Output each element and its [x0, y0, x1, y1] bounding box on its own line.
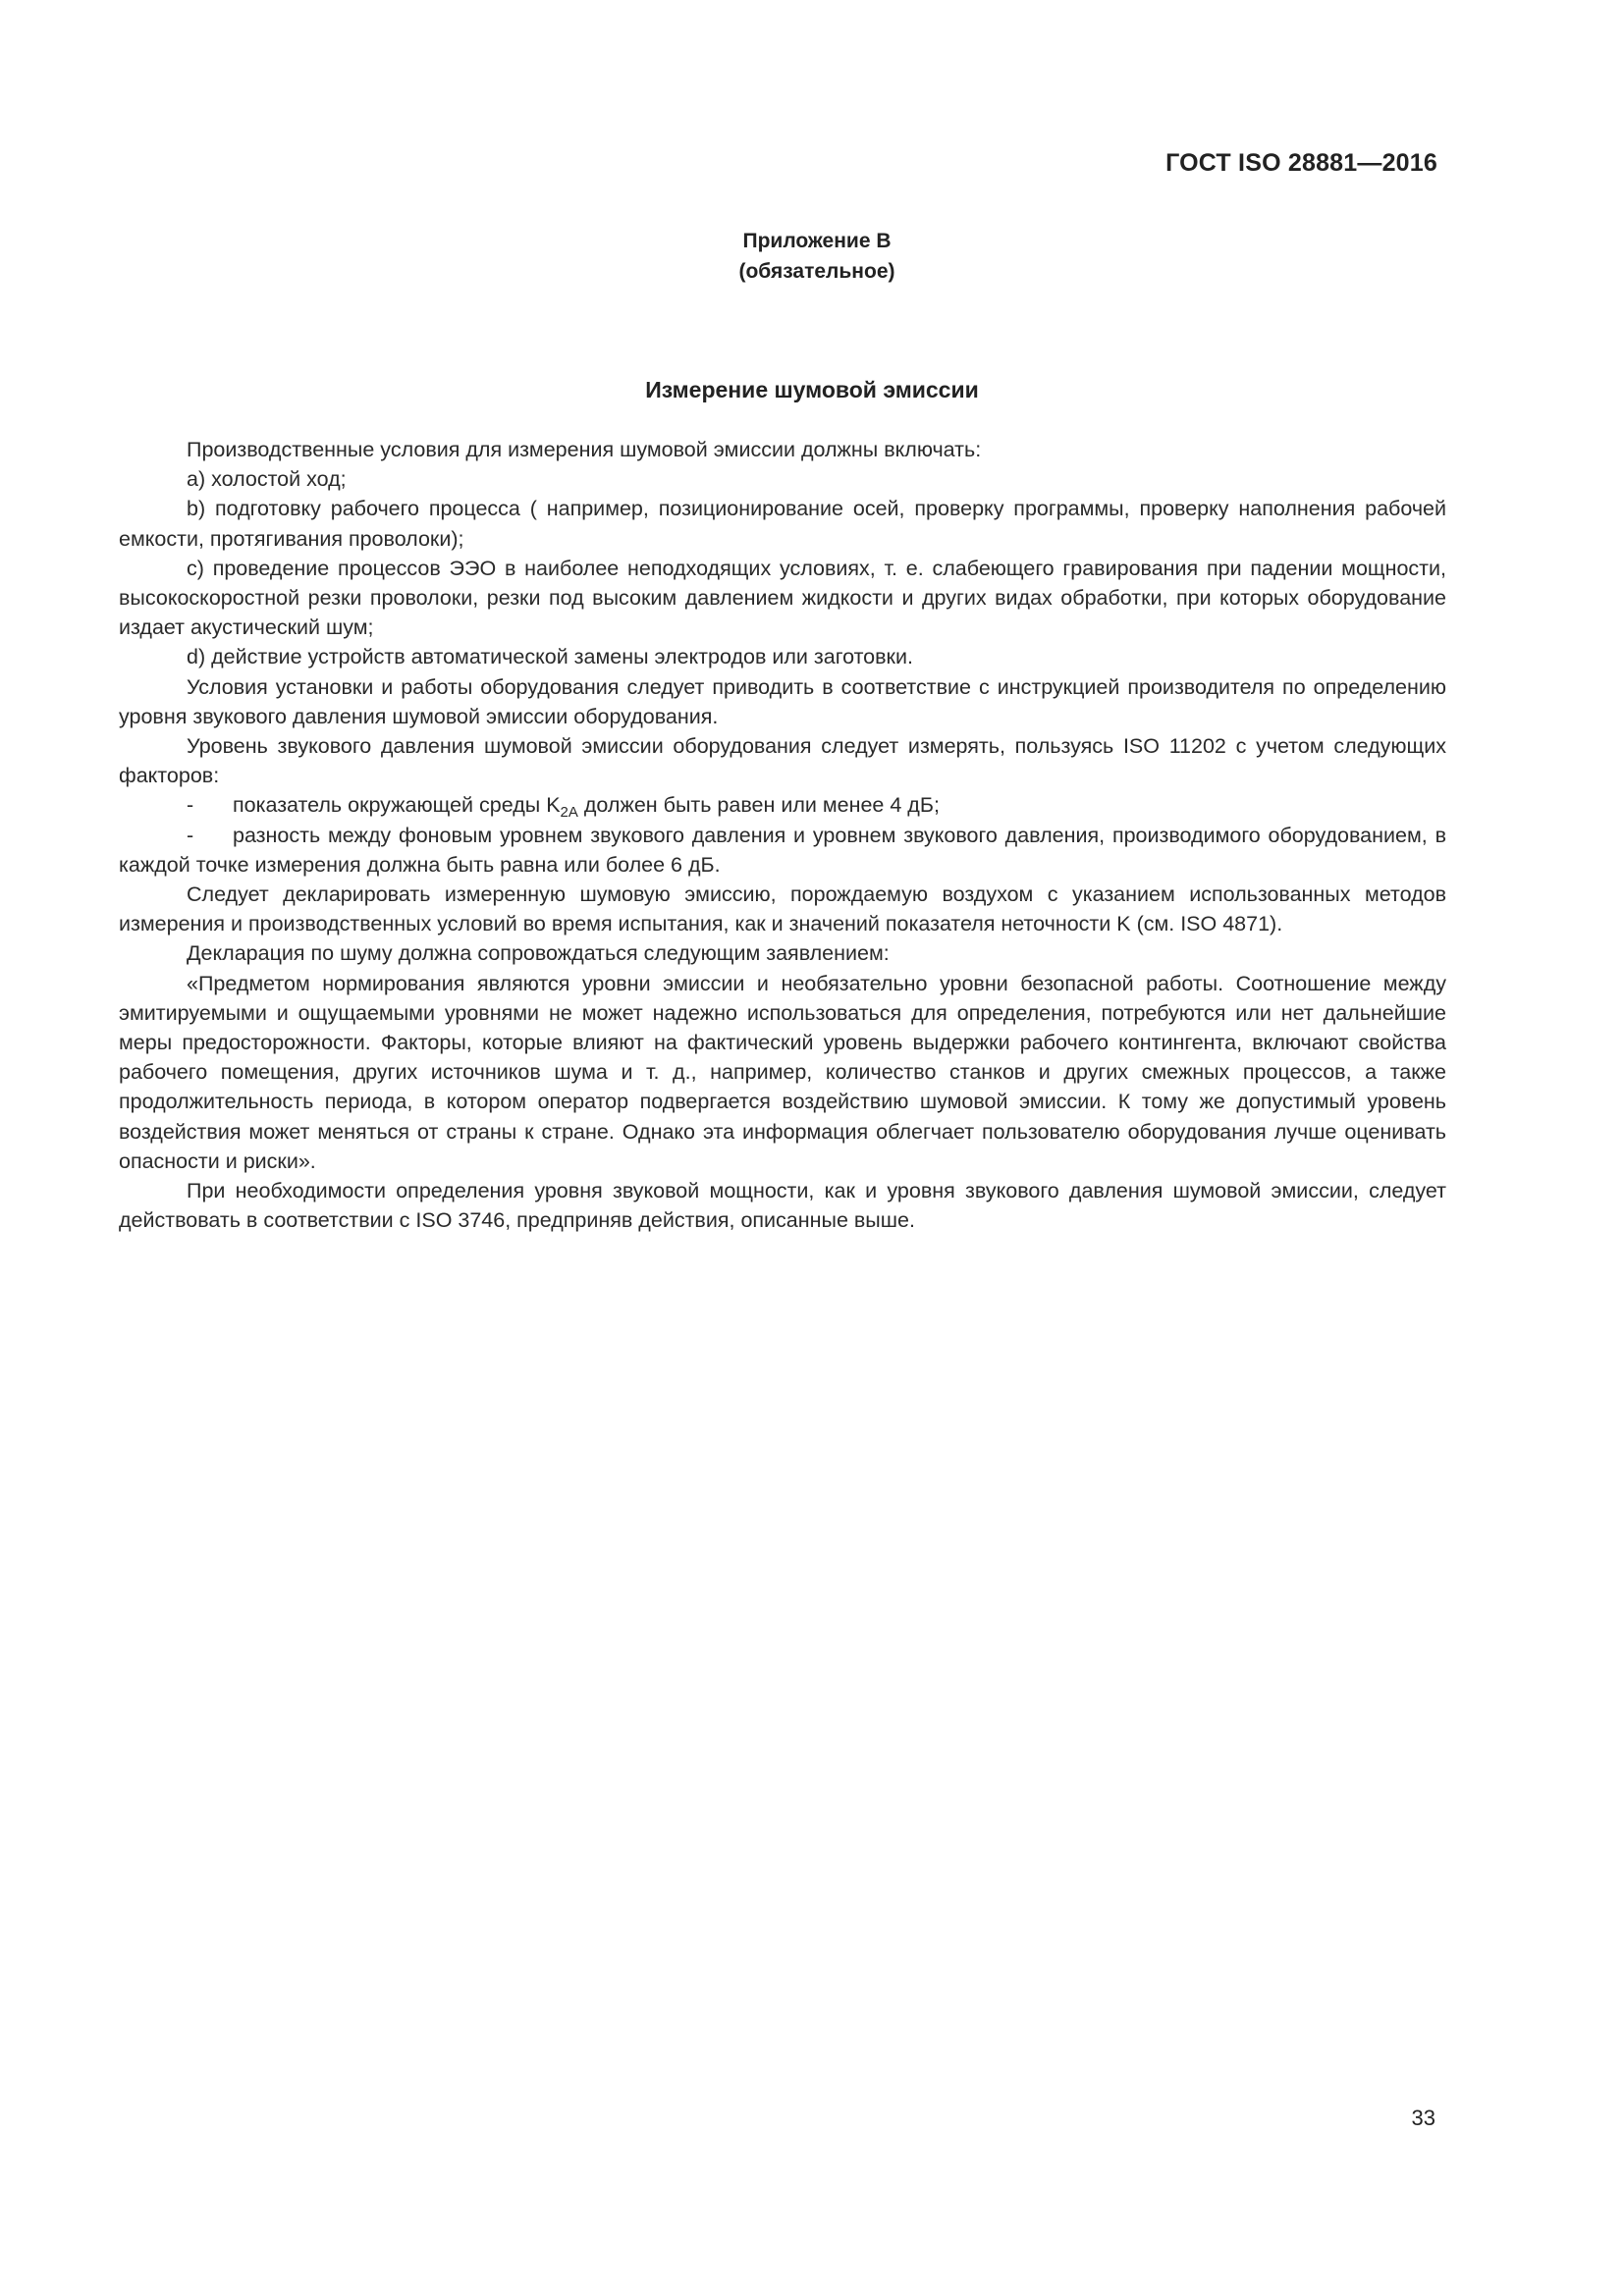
- paragraph: Следует декларировать измеренную шумовую эмиссию, порождаемую воздухом с указанием использованных методов измерения и производственных условий во время испытания, как и значений показателя неточности K (см. ISO 4871).: [119, 882, 1446, 936]
- appendix-title: Приложение B: [742, 230, 892, 252]
- dash-item-text-end: должен быть равен или менее 4 дБ;: [577, 793, 940, 818]
- paragraph: Производственные условия для измерения шумовой эмиссии должны включать:: [187, 438, 982, 461]
- section-title: Измерение шумовой эмиссии: [645, 377, 979, 402]
- dash-item: [119, 790, 1446, 820]
- dash-item-text: показатель окружающей среды K: [233, 793, 561, 818]
- appendix-status: (обязательное): [738, 260, 895, 283]
- paragraph: Условия установки и работы оборудования следует приводить в соответствие с инструкцией производителя по определению уровня звукового давления шумовой эмиссии оборудования.: [119, 674, 1446, 728]
- list-item: а) холостой ход;: [187, 467, 347, 492]
- dash-marker: -: [187, 823, 194, 847]
- list-item: b) подготовку рабочего процесса ( например, позиционирование осей, проверку программы, проверку наполнения рабочей емкости, протягивания проволоки);: [119, 497, 1446, 551]
- body-text: [119, 435, 1446, 1235]
- dash-item-text: разность между фоновым уровнем звукового давления и уровнем звукового давления, производимого оборудованием, в каждой точке измерения должна быть равна или более 6 дБ.: [119, 823, 1446, 877]
- document-code: ГОСТ ISO 28881—2016: [1165, 149, 1437, 177]
- paragraph: При необходимости определения уровня звуковой мощности, как и уровня звукового давления шумовой эмиссии, следует действовать в соответствии с ISO 3746, предприняв действия, описанные выше.: [119, 1179, 1446, 1233]
- dash-item: [119, 821, 1446, 880]
- appendix-heading: [0, 226, 1624, 287]
- quote-paragraph: «Предметом нормирования являются уровни эмиссии и необязательно уровни безопасной работы. Соотношение между эмитируемыми и ощущаемыми уровнями не может надежно использоваться для определения, потребуются или нет дальнейшие меры предосторожности. Факторы, которые влияют на фактический уровень выдержки рабочего контингента, включают свойства рабочего помещения, других источников шума и т. д., например, количество станков и других смежных процессов, а также продолжительность периода, в котором оператор подвергается воздействию шумовой эмиссии. К тому же допустимый уровень воздействия может меняться от страны к стране. Однако эта информация облегчает пользователю оборудования лучше оценивать опасности и риски».: [119, 971, 1446, 1173]
- dash-marker: -: [187, 793, 194, 818]
- paragraph: Декларация по шуму должна сопровождаться следующим заявлением:: [187, 941, 890, 966]
- page-number: 33: [1411, 2106, 1435, 2130]
- list-item: d) действие устройств автоматической замены электродов или заготовки.: [187, 645, 913, 669]
- paragraph: Уровень звукового давления шумовой эмиссии оборудования следует измерять, пользуясь ISO 11202 с учетом следующих факторов:: [119, 734, 1446, 788]
- list-item: c) проведение процессов ЭЭО в наиболее неподходящих условиях, т. е. слабеющего гравирования при падении мощности, высокоскоростной резки проволоки, резки под высоким давлением жидкости и других видах обработки, при которых оборудование издает акустический шум;: [119, 556, 1446, 640]
- subscript: 2A: [560, 804, 578, 822]
